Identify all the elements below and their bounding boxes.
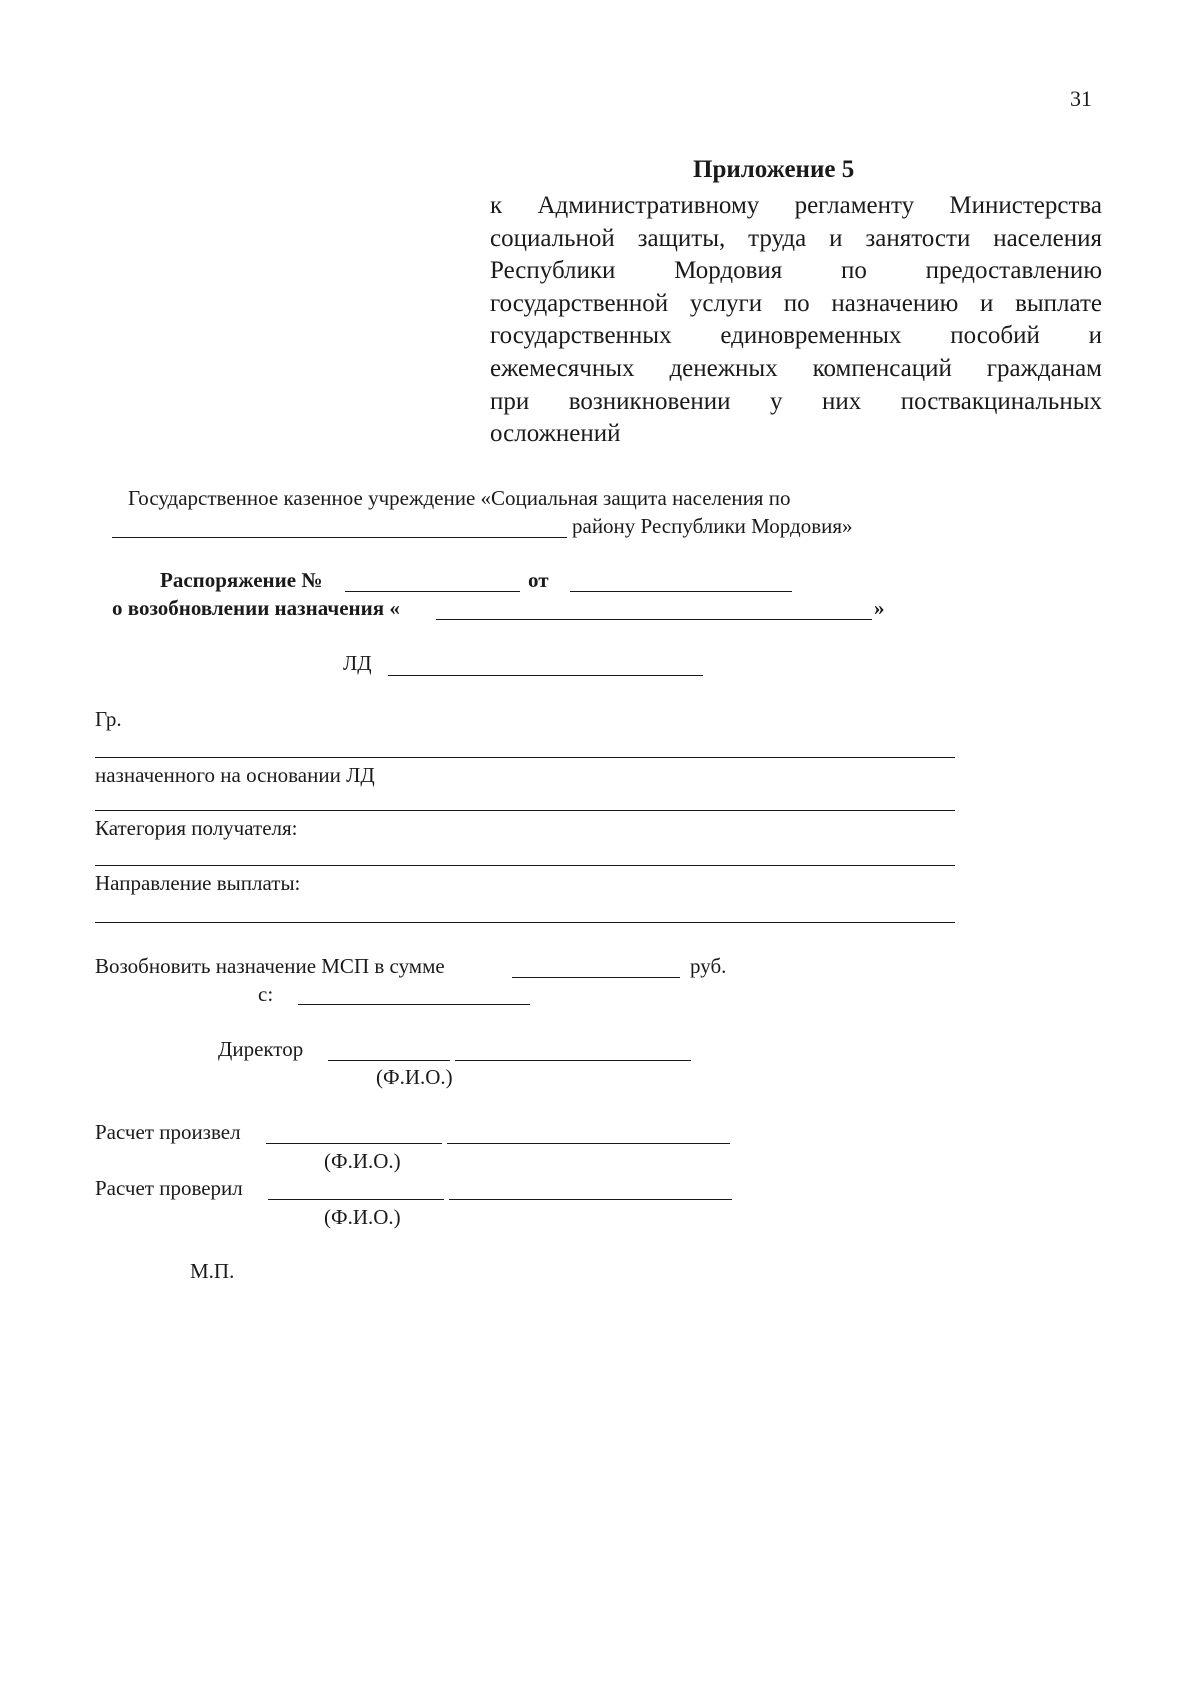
appendix-line: Республики Мордовия по предоставлению — [490, 257, 1102, 285]
ld-blank — [388, 675, 703, 676]
assigned-basis-blank — [95, 810, 955, 811]
institution-line-2: району Республики Мордовия» — [572, 514, 853, 538]
payment-direction-label: Направление выплаты: — [95, 871, 301, 895]
amount-blank — [512, 977, 680, 978]
page-number: 31 — [1070, 86, 1092, 111]
recipient-category-blank — [95, 865, 955, 866]
calc-made-label: Расчет произвел — [95, 1120, 241, 1144]
calc-checked-label: Расчет проверил — [95, 1176, 243, 1200]
ld-label: ЛД — [343, 651, 372, 675]
recipient-category-label: Категория получателя: — [95, 816, 298, 840]
order-date-blank — [570, 591, 792, 592]
director-name-blank — [455, 1060, 691, 1061]
stamp-place-label: М.П. — [190, 1259, 235, 1283]
director-label: Директор — [218, 1037, 304, 1061]
appendix-description — [490, 190, 1102, 451]
payment-direction-blank — [95, 922, 955, 923]
since-label: с: — [258, 982, 274, 1006]
appendix-line: государственных единовременных пособий и — [490, 322, 1102, 350]
order-from-label: от — [528, 568, 549, 592]
calc-checked-fio-caption: (Ф.И.О.) — [324, 1205, 401, 1229]
appendix-title: Приложение 5 — [693, 156, 855, 183]
since-date-blank — [298, 1004, 530, 1005]
appendix-line: социальной защиты, труда и занятости населения — [490, 224, 1102, 252]
currency-label: руб. — [690, 954, 727, 978]
appendix-line: ежемесячных денежных компенсаций гражданам — [490, 354, 1102, 382]
order-number-blank — [345, 591, 520, 592]
director-fio-caption: (Ф.И.О.) — [376, 1065, 453, 1089]
assigned-basis-label: назначенного на основании ЛД — [95, 763, 375, 787]
calc-made-signature-blank — [266, 1143, 442, 1144]
appendix-line: к Административному регламенту Министерства — [490, 192, 1102, 219]
calc-made-fio-caption: (Ф.И.О.) — [324, 1149, 401, 1173]
citizen-label: Гр. — [95, 707, 122, 731]
citizen-blank — [95, 757, 955, 758]
appendix-line: при возникновении у них поствакцинальных — [490, 387, 1102, 415]
appendix-line: осложнений — [490, 420, 621, 448]
appendix-line: государственной услуги по назначению и выплате — [490, 289, 1102, 317]
order-label: Распоряжение № — [160, 568, 323, 592]
calc-made-name-blank — [447, 1143, 730, 1144]
renew-amount-label: Возобновить назначение МСП в сумме — [95, 954, 445, 978]
renewal-type-blank — [436, 619, 872, 620]
renewal-close-quote: » — [874, 596, 885, 620]
calc-checked-name-blank — [449, 1199, 732, 1200]
director-signature-blank — [328, 1060, 450, 1061]
district-blank — [112, 537, 567, 538]
renewal-label: о возобновлении назначения « — [112, 596, 400, 620]
institution-line-1: Государственное казенное учреждение «Социальная защита населения по — [128, 486, 791, 510]
calc-checked-signature-blank — [268, 1199, 444, 1200]
